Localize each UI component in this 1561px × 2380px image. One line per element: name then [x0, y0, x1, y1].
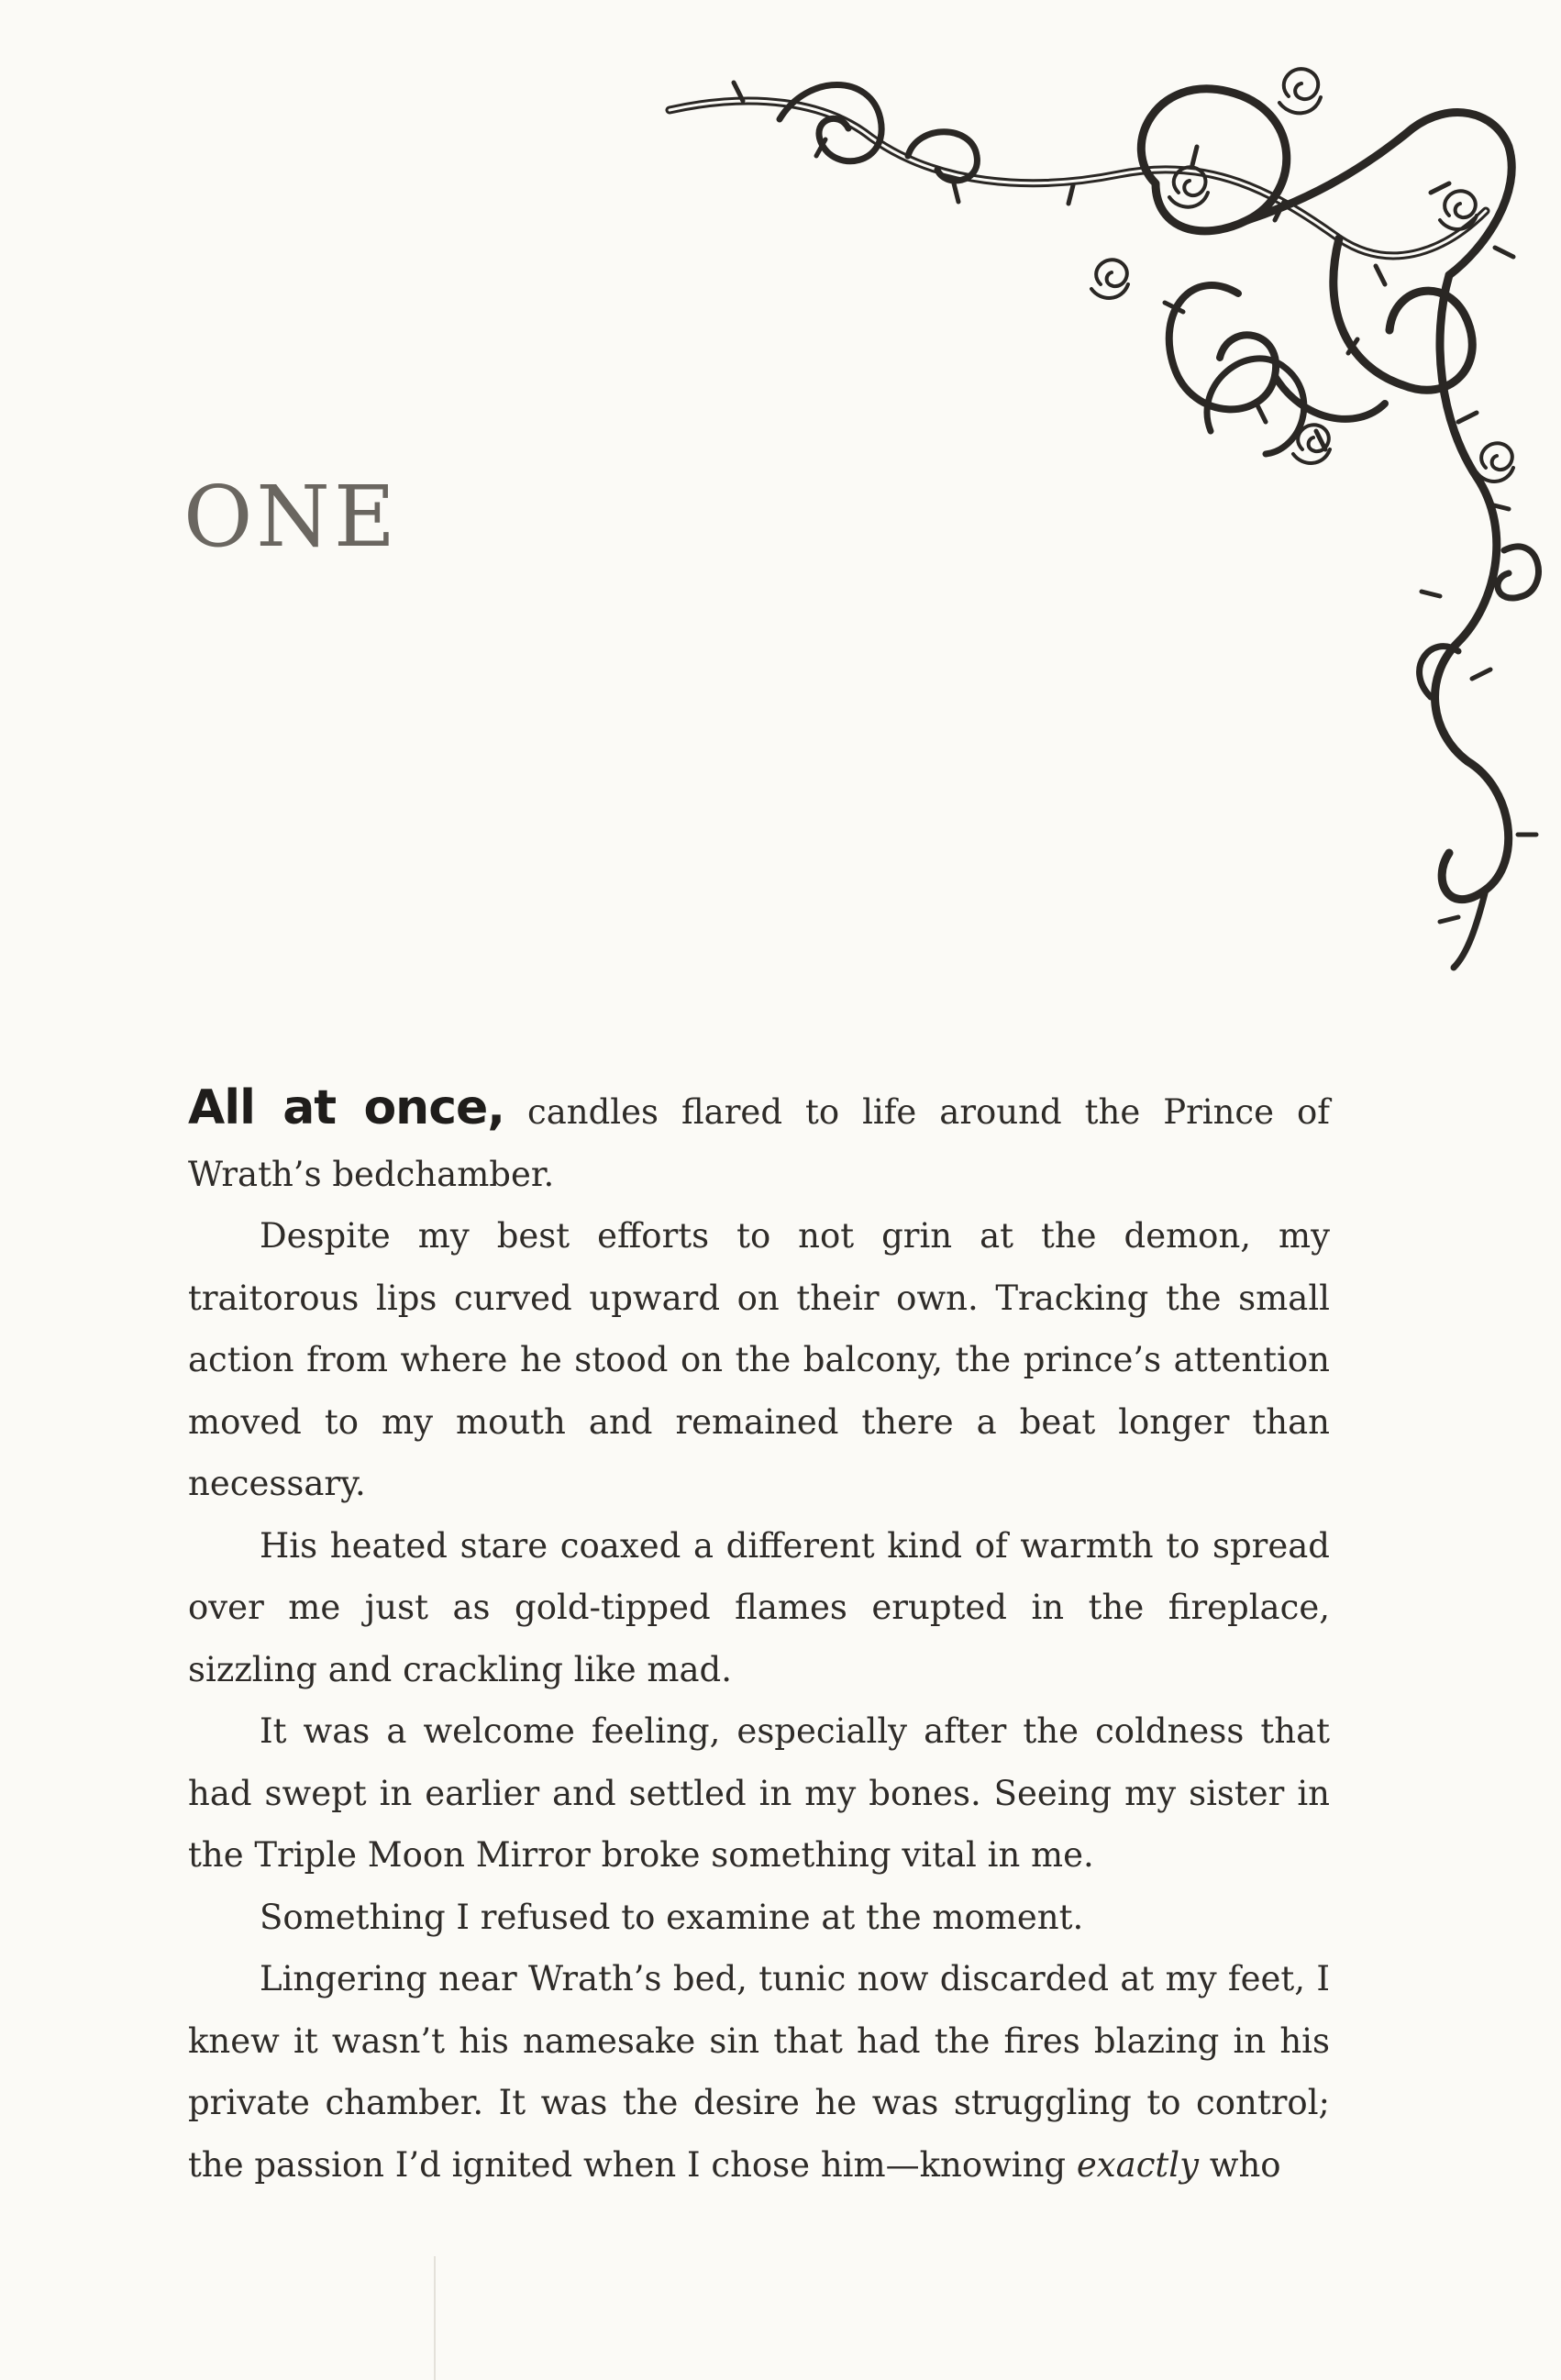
paragraph: His heated stare coaxed a different kind of warmth to spread over me just as gold-tipped flames erupted in the fireplace, sizzling and crackling like mad.: [188, 1525, 1330, 1689]
paragraph-text: candles flared to life around the Prince of Wrath’s bedchamber.: [188, 1092, 1330, 1194]
paragraph-text: Lingering near Wrath’s bed, tunic now discarded at my feet, I knew it wasn’t his namesake sin that had the fires blazing in his private chamber. It was the desire he was struggling to control; the passion I’d ignited when I chose him—knowing: [188, 1959, 1330, 2185]
paragraph: [188, 1948, 1330, 2196]
emphasis-text: exactly: [1076, 2144, 1200, 2185]
paragraph: Despite my best efforts to not grin at the demon, my traitorous lips curved upward on their own. Tracking the small action from where he stood on the balcony, the prince’s attention moved to my mouth and remained there a beat longer than necessary.: [188, 1216, 1330, 1503]
thorny-rose-vine-ornament-icon: [642, 37, 1559, 972]
lead-in: All at once,: [188, 1080, 505, 1135]
paragraph: It was a welcome feeling, especially after the coldness that had swept in earlier and settled in my bones. Seeing my sister in the Triple Moon Mirror broke something vital in me.: [188, 1711, 1330, 1875]
scan-artifact: [434, 2256, 436, 2380]
paragraph: [188, 1078, 1330, 1205]
chapter-body: [188, 1078, 1330, 2196]
paragraph: Something I refused to examine at the moment.: [260, 1897, 1084, 1937]
paragraph-text: who: [1199, 2144, 1281, 2185]
chapter-title: ONE: [183, 468, 400, 566]
